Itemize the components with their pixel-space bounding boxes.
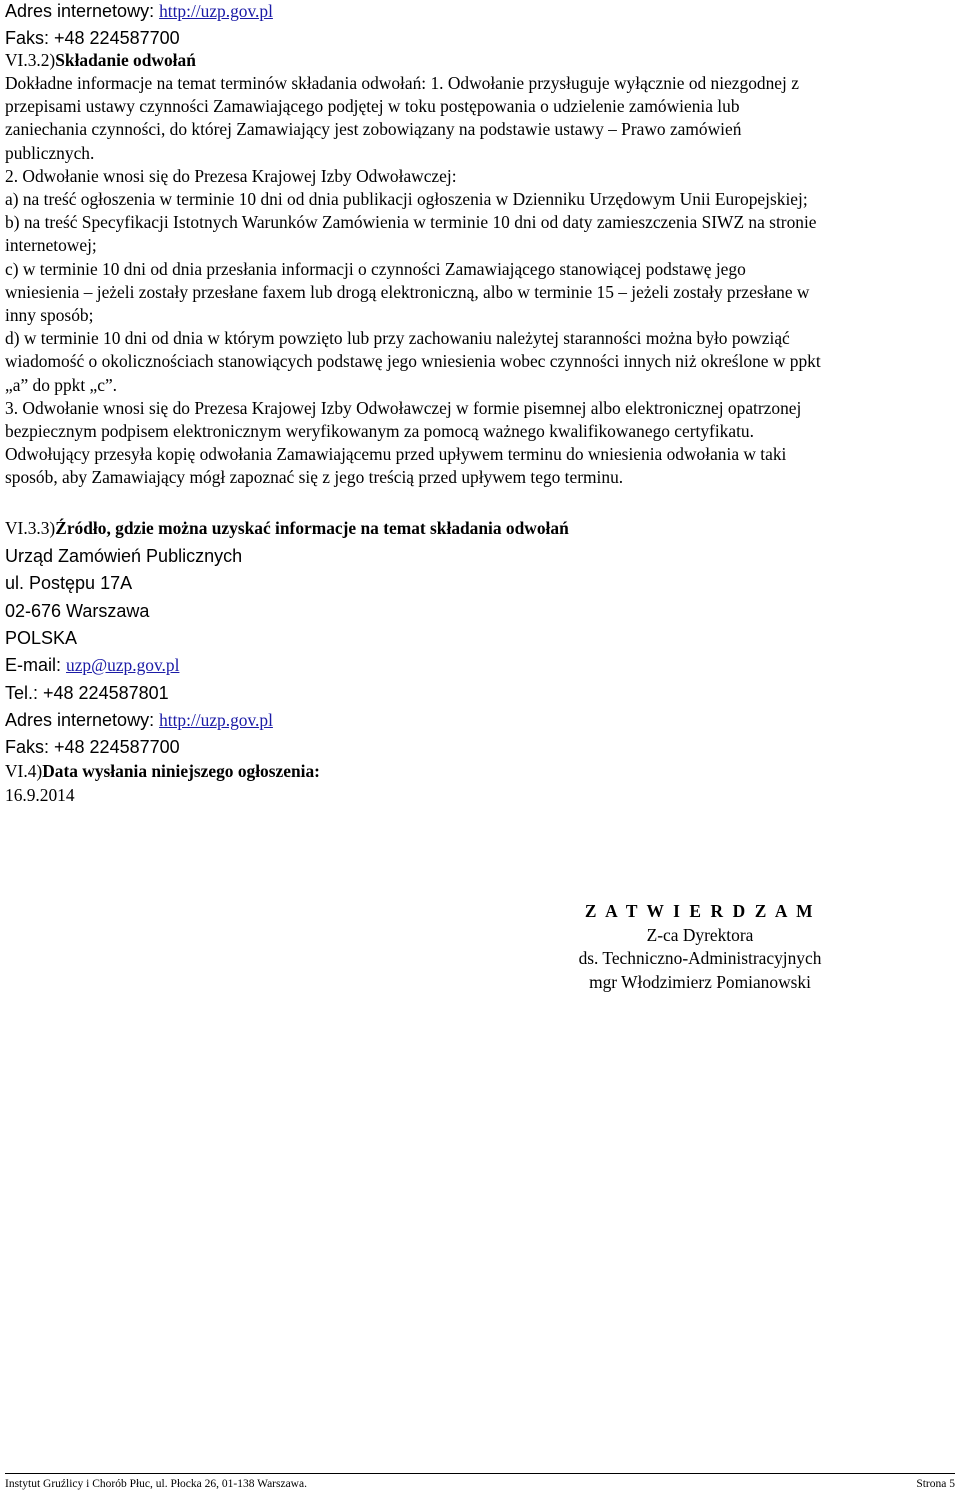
section-vi32-heading (5, 49, 196, 72)
body-line: 2. Odwołanie wnosi się do Prezesa Krajowej Izby Odwoławczej: (5, 165, 457, 186)
body-line: przepisami ustawy czynności Zamawiającego podjętej w toku postępowania o udzielenie zamówienia lub (5, 96, 740, 117)
org-country: POLSKA (5, 628, 78, 648)
org-website-link[interactable]: http://uzp.gov.pl (159, 710, 273, 730)
body-line: d) w terminie 10 dni od dnia w którym powzięto lub przy zachowaniu należytej staranności można było powziąć (5, 328, 790, 349)
org-website-line (5, 709, 273, 732)
body-line: Dokładne informacje na temat terminów składania odwołań: 1. Odwołanie przysługuje wyłącznie od niezgodnej z (5, 73, 799, 93)
approval-role: Z-ca Dyrektora (646, 924, 754, 945)
body-line: b) na treść Specyfikacji Istotnych Warunków Zamówienia w terminie 10 dni od daty zamieszczenia SIWZ na stronie (5, 212, 817, 233)
body-line: inny sposób; (5, 305, 94, 326)
body-line: „a” do ppkt „c”. (5, 374, 118, 395)
section-vi33-number: VI.3.3) (5, 518, 56, 538)
approval-person: mgr Włodzimierz Pomianowski (589, 971, 811, 992)
org-street: ul. Postępu 17A (5, 573, 133, 593)
section-vi33-title: Źródło, gdzie można uzyskać informacje na temat składania odwołań (55, 518, 569, 538)
section-vi32-number: VI.3.2) (5, 50, 56, 70)
body-line: zaniechania czynności, do której Zamawiający jest zobowiązany na podstawie ustawy – Prawo zamówień (5, 119, 742, 140)
top-website-line (5, 0, 273, 23)
top-website-label: Adres internetowy: (5, 1, 160, 21)
section-vi4-number: VI.4) (5, 761, 43, 781)
footer-page-number: Strona 5 (916, 1478, 955, 1490)
org-email-line (5, 654, 179, 677)
section-vi33-heading (5, 517, 569, 540)
section-vi32-body (5, 72, 955, 490)
footer-institution: Instytut Gruźlicy i Chorób Płuc, ul. Płocka 26, 01-138 Warszawa. (5, 1478, 307, 1490)
body-line: Odwołujący przesyła kopię odwołania Zamawiającemu przed upływem terminu do wniesienia odwołania w taki (5, 444, 787, 465)
org-website-label: Adres internetowy: (5, 710, 160, 730)
org-tel: Tel.: +48 224587801 (5, 683, 169, 703)
page-footer (5, 1473, 955, 1490)
body-line: 3. Odwołanie wnosi się do Prezesa Krajowej Izby Odwoławczej w formie pisemnej albo elektronicznej opatrzonej (5, 397, 802, 418)
body-line: sposób, aby Zamawiający mógł zapoznać się z jego treścią przed upływem tego terminu. (5, 467, 624, 488)
section-vi4-heading (5, 760, 320, 783)
org-fax: Faks: +48 224587700 (5, 737, 180, 757)
top-fax-line: Faks: +48 224587700 (5, 28, 180, 48)
top-website-link[interactable]: http://uzp.gov.pl (159, 1, 273, 21)
approval-department: ds. Techniczno-Administracyjnych (578, 948, 822, 968)
section-vi4-title: Data wysłania niniejszego ogłoszenia: (42, 761, 320, 781)
org-name: Urząd Zamówień Publicznych (5, 546, 243, 566)
body-line: c) w terminie 10 dni od dnia przesłania informacji o czynności Zamawiającego stanowiącej podstawę jego (5, 258, 746, 279)
org-email-label: E-mail: (5, 655, 67, 675)
notice-date: 16.9.2014 (5, 785, 75, 805)
body-line: a) na treść ogłoszenia w terminie 10 dni od dnia publikacji ogłoszenia w Dzienniku Urzędowym Unii Europejskiej; (5, 189, 808, 210)
body-line: wniesienia – jeżeli zostały przesłane faxem lub drogą elektroniczną, albo w terminie 15 – jeżeli zostały przesłane w (5, 281, 810, 302)
body-line: wiadomość o okolicznościach stanowiących podstawę jego wniesienia wobec czynności innych niż określone w ppkt (5, 351, 821, 372)
section-vi32-title: Składanie odwołań (55, 50, 196, 70)
body-line: internetowej; (5, 235, 97, 256)
org-email-link[interactable]: uzp@uzp.gov.pl (66, 655, 180, 675)
body-line: bezpiecznym podpisem elektronicznym weryfikowanym za pomocą ważnego kwalifikowanego certyfikatu. (5, 421, 754, 442)
approval-stamp: Z A T W I E R D Z A M (584, 901, 816, 921)
org-city: 02-676 Warszawa (5, 601, 150, 621)
body-line: publicznych. (5, 142, 95, 163)
